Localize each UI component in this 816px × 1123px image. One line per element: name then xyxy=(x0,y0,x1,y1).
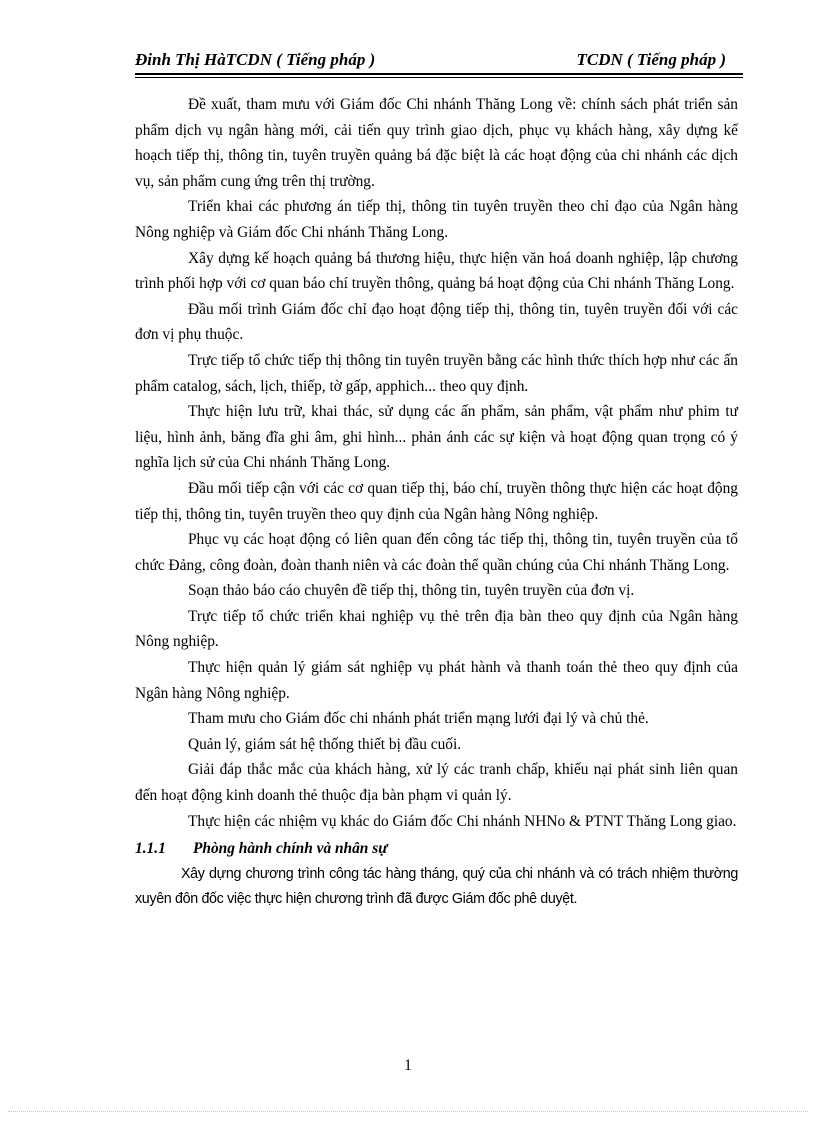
paragraph: Thực hiện quản lý giám sát nghiệp vụ phát hành và thanh toán thẻ theo quy định của Ngân hàng Nông nghiệp. xyxy=(135,659,738,702)
header-rule-thin xyxy=(135,77,743,78)
paragraph: Quản lý, giám sát hệ thống thiết bị đầu cuối. xyxy=(188,735,462,753)
paragraph: Soạn thảo báo cáo chuyên đề tiếp thị, thông tin, tuyên truyền của đơn vị. xyxy=(188,582,635,600)
paragraph: Trực tiếp tổ chức tiếp thị thông tin tuyên truyền bằng các hình thức thích hợp như các ấn phẩm catalog, sách, lịch, thiếp, tờ gấp, apphich... theo quy định. xyxy=(135,351,738,395)
paragraph: Tham mưu cho Giám đốc chi nhánh phát triển mạng lưới đại lý và chủ thẻ. xyxy=(188,710,649,728)
header-course-title: TCDN ( Tiếng pháp ) xyxy=(576,50,726,69)
page-number: 1 xyxy=(404,1057,412,1074)
paragraph: Đầu mối trình Giám đốc chỉ đạo hoạt động tiếp thị, thông tin, tuyên truyền đối với các đơn vị phụ thuộc. xyxy=(135,300,738,344)
section-number: 1.1.1 xyxy=(135,840,166,858)
document-body xyxy=(135,92,738,913)
header-rule-thick xyxy=(135,73,743,75)
page-header xyxy=(135,48,738,72)
paragraph: Triển khai các phương án tiếp thị, thông tin tuyên truyền theo chỉ đạo của Ngân hàng Nông nghiệp và Giám đốc Chi nhánh Thăng Long. xyxy=(135,198,738,241)
section-title: Phòng hành chính và nhân sự xyxy=(193,840,388,858)
header-author-title: Đinh Thị HàTCDN ( Tiếng pháp ) xyxy=(135,50,376,69)
section-paragraph: Xây dựng chương trình công tác hàng tháng, quý của chi nhánh và có trách nhiệm thường xuyên đôn đốc việc thực hiện chương trình đã được Giám đốc phê duyệt. xyxy=(135,865,738,908)
paragraph: Thực hiện lưu trữ, khai thác, sử dụng các ấn phẩm, sản phẩm, vật phẩm như phim tư liệu, hình ảnh, băng đĩa ghi âm, ghi hình... phản ánh các sự kiện và hoạt động quan trọng có ý nghĩa lịch sử của Chi nhánh Thăng Long. xyxy=(135,403,738,472)
paragraph: Phục vụ các hoạt động có liên quan đến công tác tiếp thị, thông tin, tuyên truyền của tổ chức Đảng, công đoàn, đoàn thanh niên và các đoàn thể quần chúng của Chi nhánh Thăng Long. xyxy=(135,531,738,574)
paragraph: Trực tiếp tổ chức triển khai nghiệp vụ thẻ trên địa bàn theo quy định của Ngân hàng Nông nghiệp. xyxy=(135,607,738,651)
paragraph: Xây dựng kế hoạch quảng bá thương hiệu, thực hiện văn hoá doanh nghiệp, lập chương trình phối hợp với cơ quan báo chí truyền thông, quảng bá hoạt động của Chi nhánh Thăng Long. xyxy=(135,249,738,293)
section-heading xyxy=(135,836,738,862)
paragraph: Đề xuất, tham mưu với Giám đốc Chi nhánh Thăng Long về: chính sách phát triển sản phẩm dịch vụ ngân hàng mới, cải tiến quy trình giao dịch, phục vụ khách hàng, xây dựng kế hoạch tiếp thị, thông tin, tuyên truyền quảng bá đặc biệt là các hoạt động của chi nhánh các dịch vụ, sản phẩm cung ứng trên thị trường. xyxy=(135,96,738,190)
paragraph: Giải đáp thắc mắc của khách hàng, xử lý các tranh chấp, khiếu nại phát sinh liên quan đến hoạt động kinh doanh thẻ thuộc địa bàn phạm vi quản lý. xyxy=(135,761,738,805)
paragraph: Đầu mối tiếp cận với các cơ quan tiếp thị, báo chí, truyền thông thực hiện các hoạt động tiếp thị, thông tin, tuyên truyền theo quy định của Ngân hàng Nông nghiệp. xyxy=(135,479,738,523)
paragraph: Thực hiện các nhiệm vụ khác do Giám đốc Chi nhánh NHNo & PTNT Thăng Long giao. xyxy=(188,812,737,830)
page-bottom-border xyxy=(8,1111,808,1112)
